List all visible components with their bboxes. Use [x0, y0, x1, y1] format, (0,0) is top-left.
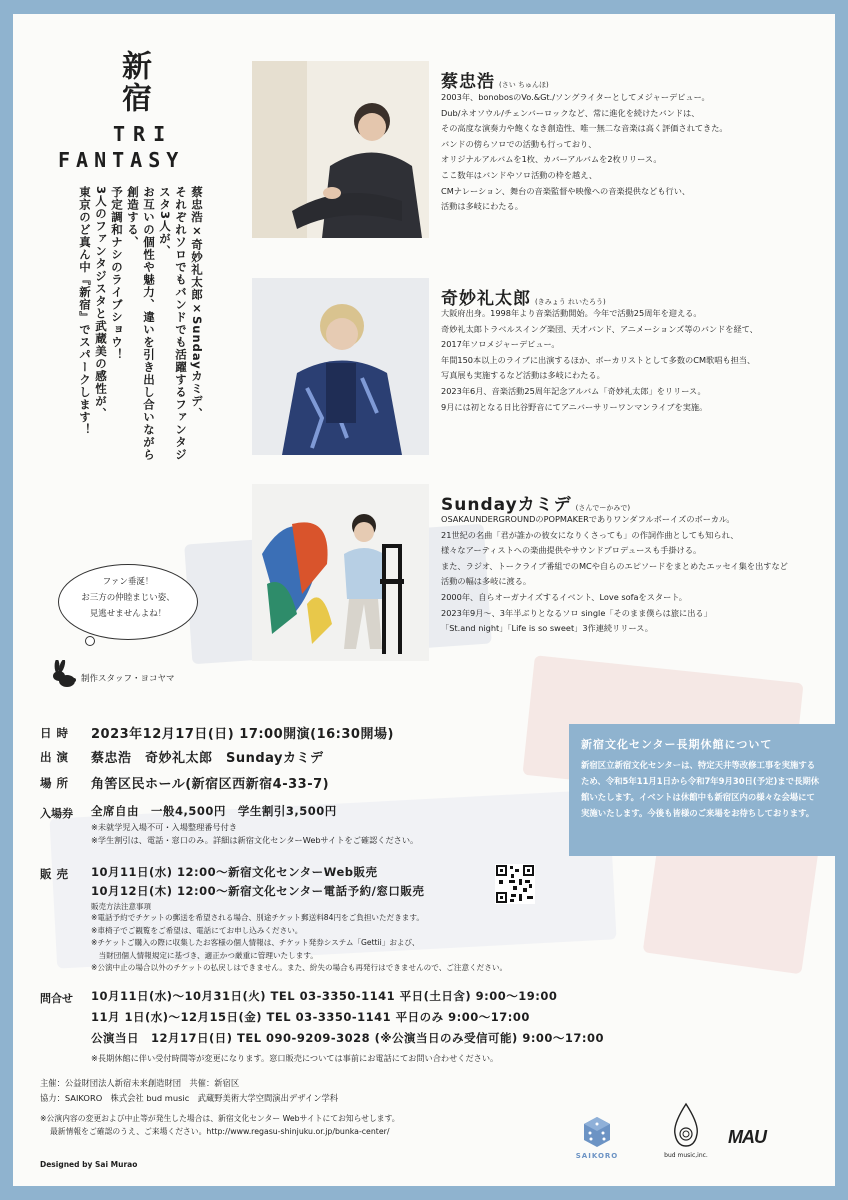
- intro-line-3: お互いの個性や魅力、違いを引き出し合いながら創造する、: [126, 186, 156, 461]
- intro-line-5: 3人のファンタジスタと武蔵美の感性が、: [94, 186, 108, 421]
- sale-label: 販売: [40, 867, 73, 881]
- ticket-notes: ※未就学児入場不可・入場整理番号付き ※学生割引は、電話・窓口のみ。詳細は新宿文化センターWebサイトをご確認ください。: [91, 822, 419, 845]
- bud-music-logo: [661, 1102, 711, 1159]
- artist-bio-1: 2003年、bonobosのVo.&Gt./ソングライターとしてメジャーデビュー。 Dub/ネオソウル/チェンバーロックなど、常に進化を続けたバンドは、 その高度な演奏力や飽くなき創造性、唯一無二な音楽は高く評価されてきた。 バンドの傍らソロでの活動も行っており、 オリジナルアルバムを1枚、カバーアルバムを2枚リリース。 ここ数年はバンドやソロ活動の枠を越え、 CMナレーション、舞台の音楽監督や映像への音楽提供なども行い、 活動は多岐にわたる。: [441, 92, 728, 212]
- update-note-1: ※公演内容の変更および中止等が発生した場合は、新宿文化センター Webサイトにてお知らせします。: [40, 1114, 400, 1123]
- inquiry-line-3: 公演当日 12月17日(日) TEL 090-9209-3028 (※公演当日のみ受信可能) 9:00〜17:00: [91, 1031, 605, 1045]
- bud-music-text: bud music,inc.: [664, 1152, 708, 1159]
- intro-line-2: それぞれソロでもバンドでも活躍するファンタジスタ3人が、: [158, 186, 188, 461]
- logo-kanji: 新宿: [116, 50, 151, 114]
- inquiry-note: ※長期休館に伴い受付時間等が変更になります。窓口販売については事前にお電話にてお問い合わせください。: [91, 1053, 499, 1063]
- photo-sai-chunho: [252, 61, 429, 238]
- sale-line-1: 10月11日(水) 12:00〜新宿文化センターWeb販売: [91, 865, 378, 879]
- inquiry-label: 問合せ: [40, 992, 73, 1005]
- cast-value: 蔡忠浩 奇妙礼太郎 Sundayカミデ: [91, 751, 324, 766]
- bubble-line-2: お三方の仲睦まじい姿、: [81, 593, 175, 603]
- update-note-2: 最新情報をご確認のうえ、ご来場ください。http://www.regasu-shinjuku.or.jp/bunka-center/: [50, 1127, 390, 1136]
- bubble-line-1: ファン垂涎！: [102, 577, 154, 587]
- speech-bubble: [58, 564, 198, 640]
- intro-line-6: 東京のど真ん中『新宿』でスパークします！: [78, 186, 92, 436]
- cooperation: 協力：SAIKORO 株式会社 bud music 武蔵野美術大学空間演出デザイン学科: [40, 1093, 339, 1103]
- artist-name-1-text: 蔡忠浩: [441, 72, 495, 92]
- bubble-tail: [85, 636, 95, 646]
- notice-title: 新宿文化センター長期休館について: [581, 738, 773, 751]
- rabbit-icon: [47, 660, 77, 692]
- organizer: 主催：公益財団法人新宿未来創造財団 共催：新宿区: [40, 1078, 240, 1088]
- staff-note: 制作スタッフ・ヨコヤマ: [81, 674, 175, 684]
- saikoro-logo: [575, 1116, 619, 1160]
- photo-kimyo-reitaro: [252, 278, 429, 455]
- intro-text: [77, 186, 205, 466]
- logo-fantasy: FANTASY: [58, 148, 185, 172]
- artist-name-1: [441, 67, 549, 92]
- intro-line-4: 予定調和ナシのライブショウ！: [110, 186, 124, 361]
- artist-name-2-text: 奇妙礼太郎: [441, 289, 531, 309]
- artist-bio-2: 大阪府出身。1998年より音楽活動開始。今年で活動25周年を迎える。 奇妙礼太郎トラベルスイング楽団、天才バンド、アニメーションズ等のバンドを経て、 2017年ソロメジャーデビュー。 年間150本以上のライブに出演するほか、ボーカリストとして多数のCM歌唱も担当、 写真展も実施するなど活動は多岐にわたる。 2023年6月、音楽活動25周年記念アルバム「奇妙礼太郎」をリリース。 9月には初となる日比谷野音にてアニバーサリーワンマンライブを実施。: [441, 308, 758, 412]
- sale-notes-title: 販売方法注意事項: [91, 902, 151, 911]
- date-label: 日時: [40, 726, 73, 740]
- poster-sheet: [13, 14, 835, 1186]
- sale-line-2: 10月12日(木) 12:00〜新宿文化センター電話予約/窓口販売: [91, 884, 425, 898]
- sale-notes: ※電話予約でチケットの郵送を希望される場合、別途チケット郵送料84円をご負担いただきます。 ※車椅子でご観覧をご希望は、電話にてお申し込みください。 ※チケットご購入の際に収集したお客様の個人情報は、チケット発券システム「Gettii」および、 当財団個人情報規定に基づき、適正かつ厳重に管理いたします。 ※公演中止の場合以外のチケットの払戻しはできません。また、紛失の場合も再発行はできませんので、ご注意ください。: [91, 913, 508, 972]
- inquiry-line-1: 10月11日(水)〜10月31日(火) TEL 03-3350-1141 平日(土日含) 9:00〜19:00: [91, 989, 558, 1003]
- notice-body: 新宿区立新宿文化センターは、特定天井等改修工事を実施するため、令和5年11月1日から令和7年9月30日(予定)まで長期休館いたします。イベントは休館中も新宿区内の様々な会場にて実施いたします。今後も皆様のご来場をお待ちしております。: [581, 760, 820, 818]
- venue-value: 角筈区民ホール(新宿区西新宿4-33-7): [91, 777, 330, 792]
- artist-bio-3: OSAKAUNDERGROUNDのPOPMAKERでありワンダフルボーイズのボーカル。 21世紀の名曲「君が誰かの彼女になりくさっても」の作詞作曲としても知られ、 様々なアーティストへの楽曲提供やサウンドプロデュースも手掛ける。 また、ラジオ、トークライブ番組でのMCや自らのエピソードをまとめたエッセイ集を出すなど 活動の幅は多岐に渡る。 2000年、自らオーガナイズするイベント、Love sofaをスタート。 2023年9月〜、3年半ぶりとなるソロ single「そのまま僕らは旅に出る」 「St.and night」「Life is so sweet」3作連続リリース。: [441, 514, 788, 634]
- ticket-label: 入場券: [40, 807, 73, 820]
- artist-reading-1: (さい ちゅんほ): [499, 81, 549, 89]
- inquiry-line-2: 11月 1日(水)〜12月15日(金) TEL 03-3350-1141 平日のみ 9:00〜17:00: [91, 1010, 530, 1024]
- qr-code[interactable]: [495, 864, 535, 904]
- designer-credit: Designed by Sai Murao: [40, 1160, 138, 1169]
- bubble-line-3: 見逃せませんよね！: [89, 609, 167, 619]
- mau-logo: MAU: [728, 1127, 766, 1147]
- artist-name-3-text: Sundayカミデ: [441, 495, 572, 515]
- ticket-value: 全席自由 一般4,500円 学生割引3,500円: [91, 804, 337, 818]
- logo-tri: TRI: [113, 122, 174, 146]
- artist-reading-3: (さんでーかみで): [575, 504, 631, 512]
- artist-reading-2: (きみょう れいたろう): [535, 298, 606, 306]
- cast-label: 出演: [40, 750, 73, 764]
- date-value: 2023年12月17日(日) 17:00開演(16:30開場): [91, 727, 394, 742]
- photo-sunday-kamide: [252, 484, 429, 661]
- saikoro-text: SAIKORO: [575, 1152, 619, 1160]
- venue-label: 場所: [40, 776, 73, 790]
- intro-line-1: 蔡忠浩×奇妙礼太郎×Sundayカミデ、: [190, 186, 204, 420]
